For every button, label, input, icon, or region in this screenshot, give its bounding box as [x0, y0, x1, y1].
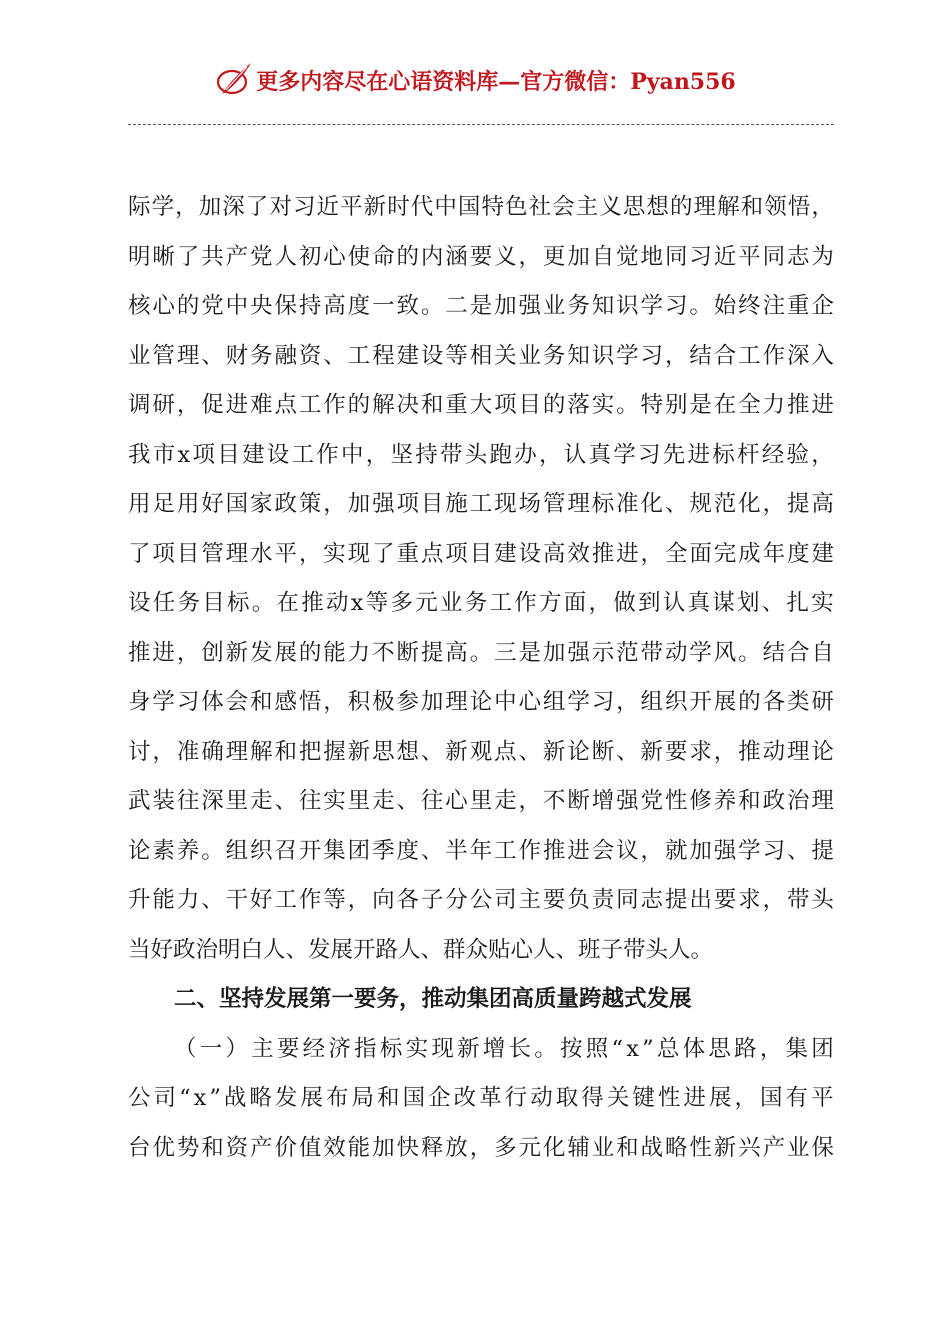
text-line: 台 优 势 和 资 产 价 值 效 能 加 快 释 放 ， 多 元 化 辅 业 和 战 略 性 新 兴 产 业 保	[128, 1134, 834, 1161]
header-title: 更多内容尽在心语资料库—官方微信：Pyan556	[256, 68, 736, 95]
text-line: 用 足 用 好 国 家 政 策 ， 加 强 项 目 施 工 现 场 管 理 标 准 化 、 规 范 化 ， 提 高	[128, 491, 834, 517]
text-line: 明 晰 了 共 产 党 人 初 心 使 命 的 内 涵 要 义 ， 更 加 自 觉 地 同 习 近 平 同 志 为	[128, 243, 834, 270]
text-line: 公 司 “ x ” 战 略 发 展 布 局 和 国 企 改 革 行 动 取 得 关 键 性 进 展 ， 国 有 平	[128, 1085, 834, 1111]
text-line: 论 素 养 。 组 织 召 开 集 团 季 度 、 半 年 工 作 推 进 会 议 ， 就 加 强 学 习 、 提	[128, 837, 834, 864]
text-line: 讨 ， 准 确 理 解 和 把 握 新 思 想 、 新 观 点 、 新 论 断 、 新 要 求 ， 推 动 理 论	[128, 738, 834, 765]
text-line: 核 心 的 党 中 央 保 持 高 度 一 致 。 二 是 加 强 业 务 知 识 学 习 。 始 终 注 重 企	[128, 293, 834, 319]
document-body	[128, 183, 834, 1173]
text-line: 武 装 往 深 里 走 、 往 实 里 走 、 往 心 里 走 ， 不 断 增 强 党 性 修 养 和 政 治 理	[128, 788, 834, 814]
text-line: 升 能 力 、 干 好 工 作 等 ， 向 各 子 分 公 司 主 要 负 责 同 志 提 出 要 求 ， 带 头	[128, 887, 834, 913]
subsection-first-line: （ 一 ） 主 要 经 济 指 标 实 现 新 增 长 。 按 照 “ x ” 总 体 思 路 ， 集 团	[174, 1035, 834, 1062]
text-line: 推 进 ， 创 新 发 展 的 能 力 不 断 提 高 。 三 是 加 强 示 范 带 动 学 风 。 结 合 自	[128, 639, 834, 666]
text-line: 设 任 务 目 标 。 在 推 动 x 等 多 元 业 务 工 作 方 面 ， 做 到 认 真 谋 划 、 扎 实	[128, 590, 834, 616]
text-line: 调 研 ， 促 进 难 点 工 作 的 解 决 和 重 大 项 目 的 落 实 。 特 别 是 在 全 力 推 进	[128, 392, 834, 418]
text-line: 际 学 ， 加 深 了 对 习 近 平 新 时 代 中 国 特 色 社 会 主 义 思 想 的 理 解 和 领 悟 ，	[128, 194, 834, 220]
text-line: 我 市 x 项 目 建 设 工 作 中 ， 坚 持 带 头 跑 办 ， 认 真 学 习 先 进 标 杆 经 验 ，	[128, 441, 834, 468]
text-line: 了 项 目 管 理 水 平 ， 实 现 了 重 点 项 目 建 设 高 效 推 进 ， 全 面 完 成 年 度 建	[128, 540, 834, 567]
quill-logo-icon	[214, 60, 254, 100]
section-heading: 二、坚持发展第一要务，推动集团高质量跨越式发展	[174, 986, 692, 1012]
paragraph-last-line: 当好政治明白人、发展开路人、群众贴心人、班子带头人。	[128, 936, 714, 963]
header-banner	[0, 58, 950, 102]
header-divider	[128, 124, 834, 125]
text-line: 身 学 习 体 会 和 感 悟 ， 积 极 参 加 理 论 中 心 组 学 习 ， 组 织 开 展 的 各 类 研	[128, 689, 834, 715]
text-line: 业 管 理 、 财 务 融 资 、 工 程 建 设 等 相 关 业 务 知 识 学 习 ， 结 合 工 作 深 入	[128, 342, 834, 369]
